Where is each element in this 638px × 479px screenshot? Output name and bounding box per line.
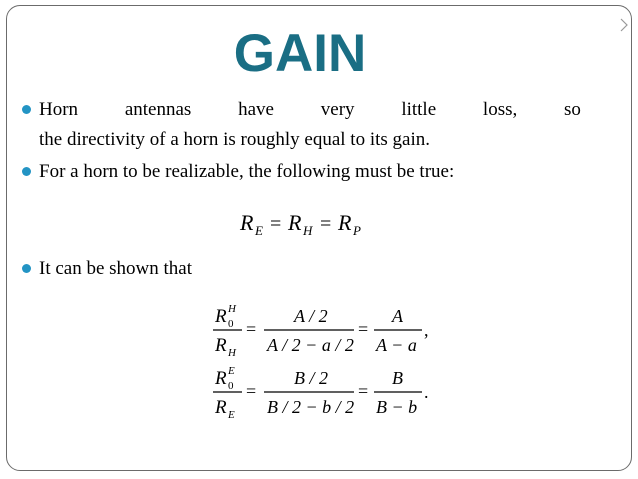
eq1-sub-p: P xyxy=(353,223,361,238)
bullet-line: the directivity of a horn is roughly equal to its gain. xyxy=(39,129,431,150)
word: little xyxy=(401,99,437,120)
equals: = xyxy=(358,381,369,401)
eq2-sup: H xyxy=(228,303,236,315)
eq3-mid-top: B / 2 xyxy=(294,368,328,388)
eq2-mid-bot: A / 2 − a / 2 xyxy=(267,335,354,355)
slide-title: GAIN xyxy=(233,24,367,83)
word: Horn xyxy=(39,99,79,120)
equals: = xyxy=(246,381,257,401)
eq3-sub: E xyxy=(228,409,235,421)
eq1-r2: R xyxy=(288,210,302,235)
eq2-rhs-bot: A − a xyxy=(376,335,417,355)
bullet-dot-icon xyxy=(22,105,31,114)
eq3-rhs-top: B xyxy=(392,368,403,388)
eq2-mid-top: A / 2 xyxy=(294,306,328,326)
eq2-sub: 0 xyxy=(228,318,234,330)
eq3-lhs-bot: R xyxy=(215,397,227,418)
word: so xyxy=(564,99,581,120)
bullet-text: It can be shown that xyxy=(39,258,193,279)
eq2-rhs-top: A xyxy=(392,306,403,326)
equation-realizability xyxy=(238,206,378,245)
eq2-sub: H xyxy=(228,347,236,359)
equation-e-plane-ratio xyxy=(212,362,442,427)
word: loss, xyxy=(482,99,518,120)
bullet-text xyxy=(39,95,581,155)
eq1-equals: = xyxy=(320,213,332,235)
eq1-equals: = xyxy=(270,213,282,235)
chevron-icon xyxy=(620,18,628,32)
word: have xyxy=(238,99,274,120)
bullet-line-justified xyxy=(39,95,581,125)
bullet-text: For a horn to be realizable, the following must be true: xyxy=(39,161,455,182)
bullet-dot-icon xyxy=(22,167,31,176)
punctuation: . xyxy=(424,382,429,402)
eq2-lhs-bot: R xyxy=(215,335,227,356)
eq1-r1: R xyxy=(240,210,254,235)
word: very xyxy=(320,99,355,120)
eq2-lhs-top: R xyxy=(215,306,227,327)
equation-h-plane-ratio xyxy=(212,300,442,365)
equals: = xyxy=(358,319,369,339)
punctuation: , xyxy=(424,320,429,340)
eq3-mid-bot: B / 2 − b / 2 xyxy=(267,397,355,417)
eq3-lhs-top: R xyxy=(215,368,227,389)
bullet-dot-icon xyxy=(22,264,31,273)
eq3-sub: 0 xyxy=(228,380,234,392)
eq1-sub-h: H xyxy=(303,223,313,238)
eq1-r3: R xyxy=(338,210,352,235)
word: antennas xyxy=(124,99,192,120)
eq3-sup: E xyxy=(228,365,235,377)
eq1-sub-e: E xyxy=(255,223,263,238)
equals: = xyxy=(246,319,257,339)
eq3-rhs-bot: B − b xyxy=(376,397,418,417)
